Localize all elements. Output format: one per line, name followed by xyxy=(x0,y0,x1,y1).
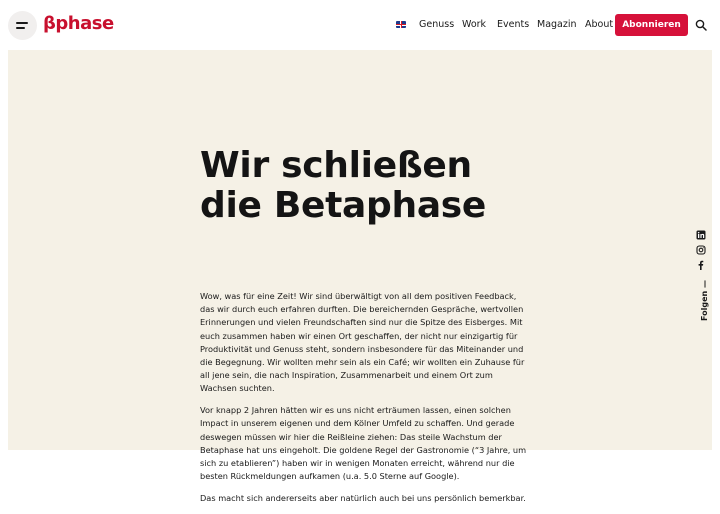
linkedin-icon[interactable] xyxy=(696,230,706,240)
follow-label: Folgen — xyxy=(700,280,709,322)
article-paragraph: Das macht sich andererseits aber natürlich auch bei uns persönlich bemerkbar. xyxy=(200,492,526,503)
content-area xyxy=(8,50,712,503)
hamburger-menu-icon-line xyxy=(16,27,25,29)
site-header xyxy=(0,0,720,50)
instagram-icon[interactable] xyxy=(696,245,706,255)
nav-link-events[interactable]: Events xyxy=(497,19,530,30)
uk-flag-icon[interactable] xyxy=(396,21,406,28)
hamburger-menu-icon xyxy=(16,22,28,24)
article-paragraph: Vor knapp 2 Jahren hätten wir es uns nicht erträumen lassen, einen solchen Impact in unserem eigenen und dem Kölner Umfeld zu schaffen. Und gerade deswegen müssen wir hier die Reißleine ziehen: Das steile Wachstum der Betaphase hat uns eingeholt. Die goldene Regel der Gastronomie (“3 Jahre, um sich zu etablieren”) haben wir in wenigen Monaten erreicht, während nur die besten Rückmeldungen aufkamen (u.a. 5.0 Sterne auf Google). xyxy=(200,405,527,482)
facebook-icon[interactable] xyxy=(696,260,706,270)
nav-link-magazin[interactable]: Magazin xyxy=(537,19,577,30)
search-icon[interactable] xyxy=(695,19,707,31)
nav-link-genuss[interactable]: Genuss xyxy=(419,19,455,30)
menu-button[interactable] xyxy=(8,11,37,40)
nav-link-work[interactable]: Work xyxy=(462,19,487,30)
logo[interactable]: βphase xyxy=(43,13,114,34)
subscribe-button[interactable]: Abonnieren xyxy=(615,14,688,36)
article-body xyxy=(200,290,532,514)
nav-link-about[interactable]: About xyxy=(585,19,614,30)
page-title: Wir schließen die Betaphase xyxy=(200,145,487,226)
article-paragraph: Wow, was für eine Zeit! Wir sind überwältigt von all dem positiven Feedback, das wir durch euch erfahren durften. Die bereichernden Gespräche, wertvollen Erinnerungen und vielen Freundschaften sind nur die Spitze des Eisberges. Mit euch zusammen haben wir einen Ort geschaffen, der nicht nur einzigartig für Produktivität und Genuss steht, sondern insbesondere für das Miteinander und die Begegnung. Wir wollten mehr sein als ein Café; wir wollten ein Zuhause für all jene sein, die nach Inspiration, Zusammenarbeit und einem Ort zum Wachsen suchten. xyxy=(200,291,525,394)
